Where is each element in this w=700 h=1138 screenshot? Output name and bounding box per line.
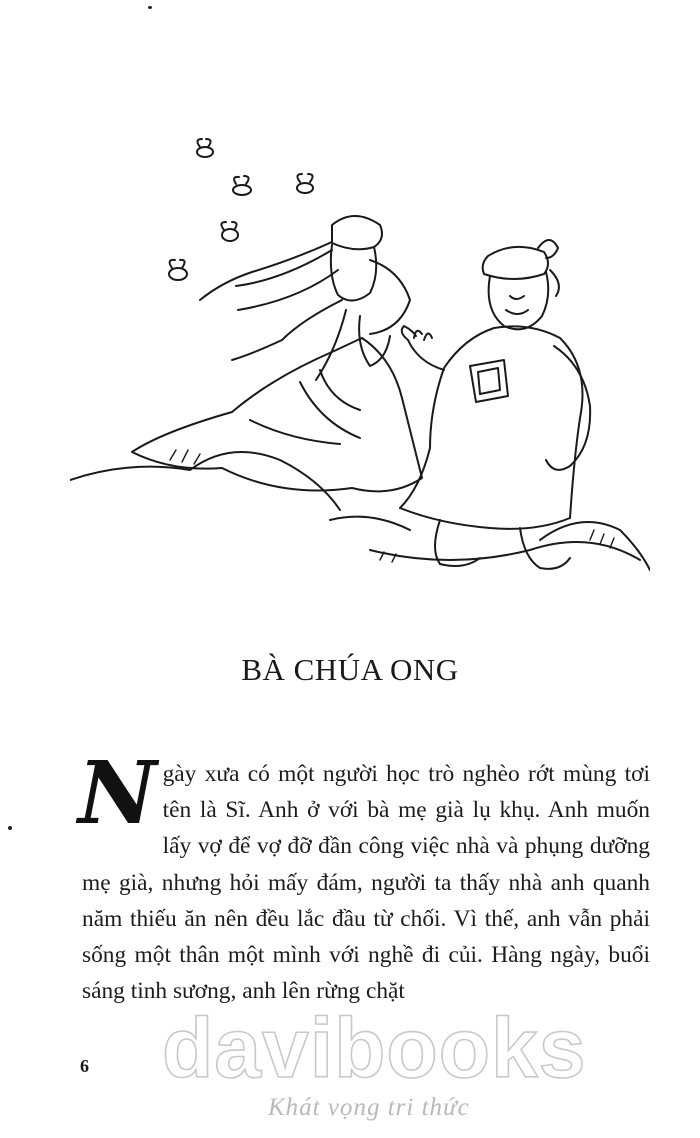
story-paragraph: gày xưa có một người học trò nghèo rớt mùng tơi tên là Sĩ. Anh ở với bà mẹ già lụ khụ. Anh muốn lấy vợ để vợ đỡ đần công việc nhà và phụng dưỡng mẹ già, nhưng hỏi mấy đám, người ta thấy nhà anh quanh năm thiếu ăn nên đều lắc đầu từ chối. Vì thế, anh vẫn phải sống một thân một mình với nghề đi củi. Hàng ngày, buổi sáng tinh sương, anh lên rừng chặt <box>82 761 650 1005</box>
scan-speck <box>8 826 12 830</box>
story-title: BÀ CHÚA ONG <box>241 652 459 687</box>
bee-icon <box>197 139 213 157</box>
bee-icon <box>233 176 251 195</box>
scan-speck <box>148 6 152 9</box>
man-figure <box>400 240 590 569</box>
dropcap-letter: N <box>78 743 157 844</box>
bee-icon <box>221 222 238 241</box>
bee-icon <box>297 174 313 193</box>
story-body <box>78 743 650 1009</box>
story-illustration <box>70 120 650 620</box>
watermark-slogan: Khát vọng tri thức <box>268 1094 470 1121</box>
watermark-brand: davibooks <box>162 1001 587 1095</box>
bee-icon <box>169 260 187 280</box>
page-number: 6 <box>80 1056 89 1076</box>
